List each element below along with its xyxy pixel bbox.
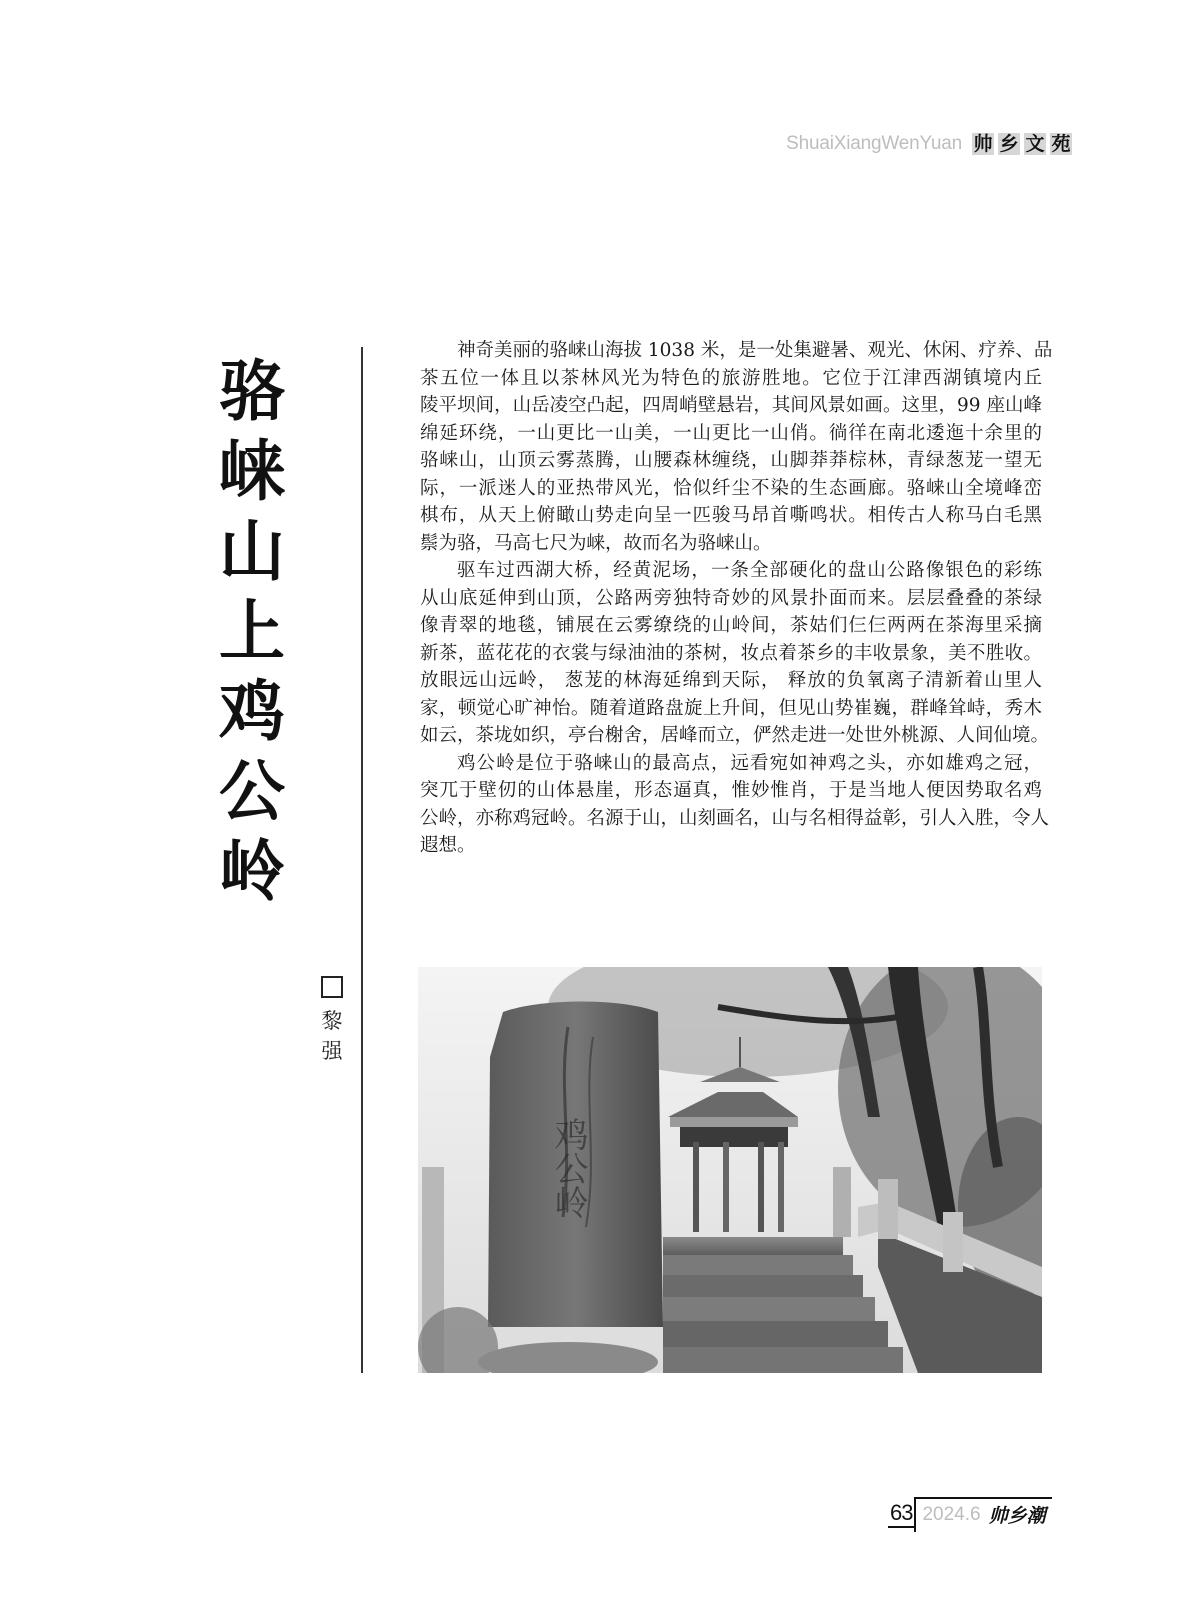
column-char: 文 (1025, 133, 1045, 155)
paragraph-line: 茶五位一体且以茶林风光为特色的旅游胜地。它位于江津西湖镇境内丘 (420, 367, 1042, 389)
paragraph-line: 遐想。 (420, 835, 476, 856)
author-char: 黎 (321, 1009, 343, 1033)
article-body (420, 337, 1053, 860)
author-char: 强 (321, 1039, 343, 1063)
issue-date: 2024.6 (922, 1503, 981, 1525)
paragraph-line: 鬃为骆，马高七尺为崃，故而名为骆崃山。 (420, 532, 772, 554)
column-char: 苑 (1051, 133, 1071, 155)
paragraph-line: 骆崃山，山顶云雾蒸腾，山腰森林缠绕，山脚莽莽棕林，青绿葱茏一望无 (420, 450, 1042, 471)
author-box-icon (321, 976, 343, 998)
paragraph-line: 际，一派迷人的亚热带风光，恰似纤尘不染的生态画廊。骆崃山全境峰峦 (420, 477, 1042, 499)
paragraph-line: 如云，茶垅如织，亭台榭舍，居峰而立，俨然走进一处世外桃源、人间仙境。 (420, 725, 1050, 746)
paragraph-line: 棋布，从天上俯瞰山势走向呈一匹骏马昂首嘶鸣状。相传古人称马白毛黑 (420, 505, 1042, 526)
vertical-divider (361, 347, 363, 1373)
paragraph-line: 家，顿觉心旷神怡。随着道路盘旋上升间，但见山势崔巍，群峰耸峙，秀木 (420, 697, 1042, 719)
article-title (212, 352, 292, 912)
magazine-logo: 帅乡潮 (988, 1505, 1046, 1527)
column-char: 帅 (973, 133, 993, 155)
photo-stele-pavilion (418, 967, 1042, 1373)
paragraph-line: 突兀于壁仞的山体悬崖，形态逼真，惟妙惟肖，于是当地人便因势取名鸡 (420, 780, 1042, 801)
paragraph-line: 像青翠的地毯，铺展在云雾缭绕的山岭间，茶姑们仨仨两两在茶海里采摘 (420, 615, 1042, 636)
column-name (972, 133, 1072, 155)
title-char: 岭 (219, 833, 285, 910)
paragraph-line: 神奇美丽的骆崃山海拔 1038 米，是一处集避暑、观光、休闲、疗养、品 (457, 340, 1053, 361)
title-char: 山 (219, 513, 285, 590)
author-byline (318, 976, 346, 1066)
paragraph-line: 陵平坝间，山岳凌空凸起，四周峭壁悬岩，其间风景如画。这里，99 座山峰 (420, 395, 1042, 416)
title-char: 鸡 (219, 673, 285, 750)
paragraph-line: 放眼远山远岭， 葱茏的林海延绵到天际， 释放的负氧离子清新着山里人 (420, 670, 1042, 691)
article-photo (418, 967, 1042, 1373)
paragraph-line: 鸡公岭是位于骆崃山的最高点，远看宛如神鸡之头，亦如雄鸡之冠， (457, 752, 1042, 774)
page-number: 63 (888, 1500, 914, 1528)
column-pinyin: ShuaiXiangWenYuan (786, 133, 962, 154)
page-footer (888, 1497, 1052, 1528)
paragraph-line: 公岭，亦称鸡冠岭。名源于山，山刻画名，山与名相得益彰，引人入胜，令人 (420, 807, 1050, 829)
title-char: 上 (219, 593, 285, 670)
paragraph-line: 从山底延伸到山顶，公路两旁独特奇妙的风景扑面而来。层层叠叠的茶绿 (420, 587, 1042, 609)
paragraph-line: 新茶，蓝花花的衣裳与绿油油的茶树，妆点着茶乡的丰收景象，美不胜收。 (420, 642, 1042, 664)
running-header (786, 133, 1072, 155)
title-char: 公 (219, 753, 285, 830)
issue-box (914, 1497, 1051, 1532)
paragraph-line: 绵延环绕，一山更比一山美，一山更比一山俏。徜徉在南北逶迤十余里的 (420, 422, 1042, 444)
paragraph-line: 驱车过西湖大桥，经黄泥场，一条全部硬化的盘山公路像银色的彩练 (457, 560, 1042, 581)
column-char: 乡 (999, 133, 1019, 155)
svg-text:鸡公岭: 鸡公岭 (548, 1117, 588, 1219)
title-char: 崃 (219, 433, 285, 510)
title-char: 骆 (219, 353, 285, 430)
